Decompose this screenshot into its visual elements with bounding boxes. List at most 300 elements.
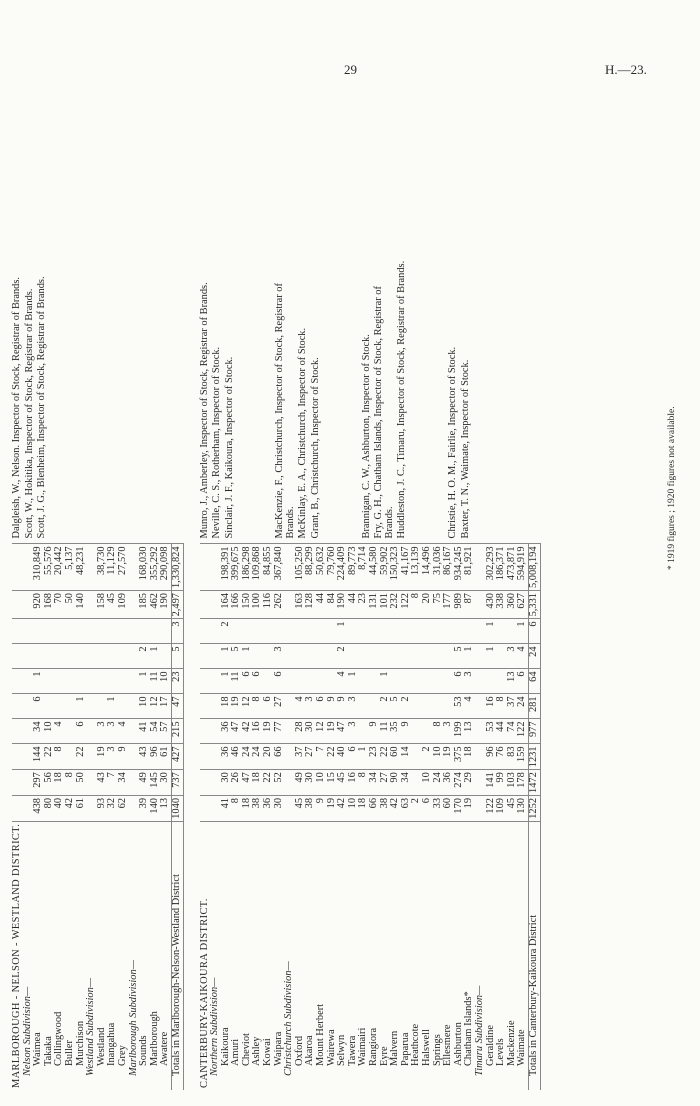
cell-value: 96 — [486, 744, 497, 770]
county-name: Mackenzie — [505, 1020, 517, 1066]
cell-value — [422, 644, 433, 669]
inspector-entry: Huddleston, J. C., Timaru, Inspector of Stock, Registrar of Brands. — [396, 260, 408, 539]
cell-value: 33 — [433, 795, 444, 821]
county-name: Waimate — [516, 1029, 528, 1066]
cell-value: 47 — [231, 719, 242, 744]
cell-value: 128 — [305, 591, 316, 619]
county-name: Awatere — [159, 1031, 171, 1066]
county-name: Selwyn — [336, 1034, 348, 1066]
cell-value: 39 — [139, 795, 150, 821]
cell-value: 131 — [369, 591, 380, 619]
cell-value: 5,331 — [528, 591, 540, 619]
county-name: Rangiora — [368, 1027, 379, 1066]
cell-total: 81,921 — [464, 544, 475, 591]
cell-value: 20 — [422, 591, 433, 619]
cell-value — [369, 644, 380, 669]
cell-value — [65, 619, 76, 644]
cell-value: 5 — [454, 644, 465, 669]
cell-value: 27 — [274, 694, 285, 719]
cell-value: 90 — [390, 770, 401, 796]
cell-value: 12 — [150, 694, 161, 719]
cell-value: 60 — [443, 795, 454, 821]
cell-value: 130 — [517, 795, 528, 821]
cell-value: 215 — [171, 719, 183, 744]
cell-value: 159 — [517, 744, 528, 770]
cell-value: 627 — [517, 591, 528, 619]
cell-value: 34 — [401, 770, 412, 796]
cell-value: 1 — [150, 644, 161, 669]
cell-value — [263, 619, 274, 644]
cell-value — [496, 619, 507, 644]
cell-value: 103 — [507, 770, 518, 796]
cell-value — [65, 694, 76, 719]
cell-value: 47 — [337, 719, 348, 744]
cell-value: 10 — [348, 795, 359, 821]
county-name: Springs — [431, 1034, 443, 1066]
cell-value: 140 — [150, 795, 161, 821]
cell-value: 40 — [54, 795, 65, 821]
cell-value — [422, 619, 433, 644]
cell-value: 40 — [337, 744, 348, 770]
cell-value — [411, 669, 422, 694]
county-name: Ashley — [251, 1036, 263, 1066]
cell-value: 93 — [97, 795, 108, 821]
cell-value — [369, 694, 380, 719]
cell-total: 1,330,824 — [171, 544, 183, 591]
cell-value — [44, 644, 55, 669]
cell-value: 36 — [221, 719, 232, 744]
cell-value: 2,497 — [171, 591, 183, 619]
inspector-entry: Scott, W., Hokitika, Inspector of Stock, Registrar of Brands. — [23, 288, 35, 539]
cell-value: 430 — [486, 591, 497, 619]
cell-value: 53 — [486, 719, 497, 744]
county-name: Eyre — [378, 1046, 390, 1066]
cell-value: 232 — [390, 591, 401, 619]
cell-value: 34 — [118, 770, 129, 796]
cell-value — [295, 644, 306, 669]
cell-value: 45 — [337, 770, 348, 796]
cell-value — [316, 619, 327, 644]
cell-value: 56 — [44, 770, 55, 796]
cell-total: 399,675 — [231, 544, 242, 591]
cell-value: 42 — [337, 795, 348, 821]
cell-total: 41,167 — [401, 544, 412, 591]
cell-total: 105,250 — [295, 544, 306, 591]
cell-value: 8 — [231, 795, 242, 821]
cell-value: 178 — [517, 770, 528, 796]
cell-value: 53 — [454, 694, 465, 719]
county-name: Ellesmere — [442, 1024, 454, 1066]
inspector-entry: Munro, J., Amberley, Inspector of Stock, Registrar of Brands. — [198, 282, 210, 539]
county-name: Waimairi — [357, 1027, 369, 1066]
cell-value: 13 — [464, 719, 475, 744]
cell-value: 1 — [242, 644, 253, 669]
cell-total: 302,293 — [486, 544, 497, 591]
cell-value: 10 — [160, 669, 171, 694]
cell-value: 1252 — [528, 795, 540, 821]
cell-value: 3 — [464, 669, 475, 694]
cell-value — [305, 644, 316, 669]
cell-value: 10 — [422, 770, 433, 796]
cell-total: 198,391 — [221, 544, 232, 591]
cell-total: 186,371 — [496, 544, 507, 591]
cell-value: 19 — [231, 694, 242, 719]
cell-value: 22 — [380, 744, 391, 770]
section-heading — [12, 256, 23, 1090]
cell-value — [401, 669, 412, 694]
cell-value: 1 — [221, 644, 232, 669]
cell-value: 44 — [496, 719, 507, 744]
cell-value: 6 — [76, 719, 87, 744]
cell-value — [433, 694, 444, 719]
cell-value — [380, 619, 391, 644]
cell-value: 2 — [221, 619, 232, 644]
cell-value: 46 — [231, 744, 242, 770]
cell-value: 76 — [496, 744, 507, 770]
cell-total: 473,871 — [507, 544, 518, 591]
cell-total: 11,129 — [107, 544, 118, 591]
page-number: 29 — [344, 62, 357, 77]
cell-value — [390, 644, 401, 669]
cell-value: 6 — [517, 669, 528, 694]
cell-value — [316, 644, 327, 669]
cell-value: 2 — [380, 694, 391, 719]
cell-value: 4 — [337, 669, 348, 694]
cell-value: 18 — [252, 770, 263, 796]
inspector-list — [200, 256, 541, 544]
cell-value — [464, 619, 475, 644]
cell-value: 37 — [295, 744, 306, 770]
cell-value: 12 — [316, 719, 327, 744]
cell-value: 6 — [252, 669, 263, 694]
cell-value: 11 — [150, 669, 161, 694]
cell-value: 19 — [97, 744, 108, 770]
cell-value: 190 — [337, 591, 348, 619]
cell-value: 164 — [221, 591, 232, 619]
cell-value — [380, 644, 391, 669]
cell-value: 45 — [295, 795, 306, 821]
county-name: Malvern — [389, 1030, 401, 1066]
cell-value: 52 — [274, 770, 285, 796]
cell-value: 6 — [33, 694, 44, 719]
cell-value: 20 — [263, 744, 274, 770]
cell-value: 43 — [97, 770, 108, 796]
cell-value: 16 — [252, 719, 263, 744]
cell-value: 49 — [295, 770, 306, 796]
cell-value: 177 — [443, 591, 454, 619]
cell-value: 24 — [252, 744, 263, 770]
cell-value: 116 — [263, 591, 274, 619]
cell-total: 594,919 — [517, 544, 528, 591]
cell-value — [33, 644, 44, 669]
county-name: Buller — [63, 1040, 75, 1066]
county-name: Paparua — [399, 1032, 411, 1066]
cell-total: 290,098 — [160, 544, 171, 591]
cell-value: 19 — [464, 795, 475, 821]
cell-value — [252, 619, 263, 644]
cell-value — [107, 644, 118, 669]
totals-label: Totals in Marlborough-Nelson-Westland District — [171, 821, 183, 1090]
cell-value: 30 — [305, 770, 316, 796]
cell-value — [44, 619, 55, 644]
cell-value: 66 — [274, 744, 285, 770]
cell-value: 36 — [221, 744, 232, 770]
cell-value: 166 — [231, 591, 242, 619]
cell-value: 122 — [401, 591, 412, 619]
cell-value: 45 — [107, 591, 118, 619]
cell-total: 14,496 — [422, 544, 433, 591]
cell-value: 9 — [118, 744, 129, 770]
cell-value: 38 — [305, 795, 316, 821]
cell-value: 17 — [160, 694, 171, 719]
cell-value: 50 — [65, 591, 76, 619]
cell-value: 101 — [380, 591, 391, 619]
cell-value: 1 — [348, 669, 359, 694]
cell-value — [422, 694, 433, 719]
cell-value: 43 — [139, 744, 150, 770]
cell-value: 49 — [139, 770, 150, 796]
cell-value: 38 — [380, 795, 391, 821]
cell-value: 6 — [528, 619, 540, 644]
cell-value — [348, 644, 359, 669]
cell-value: 9 — [316, 795, 327, 821]
cell-value — [76, 619, 87, 644]
cell-value — [242, 619, 253, 644]
cell-value: 35 — [390, 719, 401, 744]
county-name: Waimea — [32, 1032, 44, 1066]
cell-value — [274, 619, 285, 644]
cell-value: 11 — [231, 669, 242, 694]
inspector-entry: Grant, B., Christchurch, Inspector of Stock. — [310, 357, 322, 539]
cell-value: 462 — [150, 591, 161, 619]
cell-value: 163 — [295, 591, 306, 619]
cell-total: 150,323 — [390, 544, 401, 591]
cell-value — [97, 644, 108, 669]
cell-total: 31,036 — [433, 544, 444, 591]
inspector-entry: Sinclair, J. F., Kaikoura, Inspector of Stock. — [223, 356, 235, 539]
cell-value — [390, 669, 401, 694]
cell-value — [54, 694, 65, 719]
county-name: Halswell — [420, 1029, 432, 1066]
cell-total: 89,773 — [348, 544, 359, 591]
cell-value — [422, 669, 433, 694]
cell-value: 54 — [150, 719, 161, 744]
inspector-entry: Christie, H. O. M., Fairlie, Inspector of Stock. — [447, 346, 459, 539]
cell-value: 1 — [139, 669, 150, 694]
cell-value: 109 — [118, 591, 129, 619]
cell-value: 2 — [139, 644, 150, 669]
cell-value: 80 — [44, 795, 55, 821]
inspector-entry: Fry, G. H., Chatham Islands, Inspector of Stock, Registrar of Brands. — [373, 286, 395, 539]
cell-value: 26 — [231, 770, 242, 796]
inspector-entry: Neville, C. S., Rotherham, Inspector of Stock. — [211, 346, 223, 539]
cell-value: 18 — [242, 795, 253, 821]
rotated-table-page — [12, 90, 692, 1090]
cell-total: 48,231 — [76, 544, 87, 591]
cell-total: 186,298 — [242, 544, 253, 591]
cell-value: 34 — [33, 719, 44, 744]
cell-value: 23 — [358, 591, 369, 619]
cell-value: 11 — [380, 719, 391, 744]
cell-value: 144 — [33, 744, 44, 770]
cell-value: 41 — [221, 795, 232, 821]
cell-value: 6 — [422, 795, 433, 821]
cell-value — [305, 669, 316, 694]
inspector-entry: Baxter, T. N., Waimate, Inspector of Stock. — [459, 359, 471, 539]
cell-value: 4 — [464, 694, 475, 719]
cell-value: 1040 — [171, 795, 183, 821]
cell-value: 5 — [231, 644, 242, 669]
county-name: Westland — [95, 1027, 107, 1066]
cell-value: 10 — [433, 744, 444, 770]
cell-total: 13,139 — [411, 544, 422, 591]
cell-value: 1231 — [528, 744, 540, 770]
county-name: Chatham Islands* — [463, 991, 475, 1066]
cell-value: 27 — [380, 770, 391, 796]
cell-value: 60 — [390, 744, 401, 770]
cell-value: 190 — [160, 591, 171, 619]
cell-value: 38 — [252, 795, 263, 821]
cell-value — [401, 644, 412, 669]
cell-value: 8 — [411, 591, 422, 619]
cell-value: 3 — [274, 644, 285, 669]
cell-value: 28 — [295, 719, 306, 744]
cell-total: 38,730 — [97, 544, 108, 591]
cell-value: 24 — [242, 744, 253, 770]
county-name: Wairewa — [325, 1029, 337, 1066]
cell-total: 84,855 — [263, 544, 274, 591]
cell-value: 920 — [33, 591, 44, 619]
cell-value: 9 — [401, 719, 412, 744]
county-name: Ashburton — [452, 1022, 464, 1066]
cell-value — [443, 619, 454, 644]
cell-value — [107, 619, 118, 644]
cell-value: 42 — [65, 795, 76, 821]
cell-value — [54, 644, 65, 669]
cell-value: 199 — [454, 719, 465, 744]
cell-value — [160, 644, 171, 669]
cell-value — [390, 619, 401, 644]
cell-value: 36 — [263, 795, 274, 821]
county-name: Geraldine — [484, 1025, 496, 1066]
county-name: Kaikoura — [219, 1027, 231, 1066]
cell-value: 1 — [107, 694, 118, 719]
cell-total: 50,632 — [316, 544, 327, 591]
inspector-entry: Scott, J. G., Blenheim, Inspector of Stock, Registrar of Brands. — [36, 276, 48, 539]
cell-value: 1 — [33, 669, 44, 694]
cell-value — [433, 669, 444, 694]
cell-value — [411, 644, 422, 669]
cell-value: 10 — [44, 719, 55, 744]
cell-total: 55,576 — [44, 544, 55, 591]
cell-value: 4 — [295, 694, 306, 719]
cell-value: 22 — [76, 744, 87, 770]
county-name: Heathcote — [410, 1023, 422, 1066]
cell-value: 6 — [274, 669, 285, 694]
cell-value: 44 — [316, 591, 327, 619]
cell-value: 3 — [107, 719, 118, 744]
county-name: Levels — [495, 1038, 507, 1066]
cell-value: 30 — [305, 719, 316, 744]
cell-value: 27 — [305, 744, 316, 770]
cell-value: 1 — [517, 619, 528, 644]
cell-value: 262 — [274, 591, 285, 619]
section-title: CANTERBURY-KAIKOURA DISTRICT. — [198, 898, 210, 1088]
cell-value: 6 — [263, 694, 274, 719]
cell-total: 367,840 — [274, 544, 285, 591]
cell-value: 989 — [454, 591, 465, 619]
cell-value: 63 — [401, 795, 412, 821]
cell-value: 9 — [337, 694, 348, 719]
subdivision-name: Marlborough Subdivision— — [127, 960, 139, 1076]
county-name: Amuri — [230, 1038, 242, 1066]
cell-value: 6 — [242, 669, 253, 694]
cell-value: 6 — [348, 744, 359, 770]
stock-returns-table — [12, 256, 541, 1090]
cell-value: 3 — [107, 744, 118, 770]
cell-value — [54, 669, 65, 694]
cell-value: 3 — [97, 719, 108, 744]
cell-total: 224,409 — [337, 544, 348, 591]
cell-value: 22 — [327, 744, 338, 770]
cell-value: 50 — [76, 770, 87, 796]
cell-value — [231, 619, 242, 644]
cell-value: 10 — [316, 770, 327, 796]
cell-value: 18 — [54, 770, 65, 796]
cell-value: 7 — [107, 770, 118, 796]
footnote: * 1919 figures ; 1920 figures not available. — [667, 406, 677, 570]
cell-value: 47 — [242, 770, 253, 796]
cell-value: 4 — [118, 719, 129, 744]
inspector-entry: McKinlay, E. A., Christchurch, Inspector of Stock. — [297, 327, 309, 539]
cell-value: 8 — [65, 770, 76, 796]
cell-value — [358, 694, 369, 719]
cell-value: 23 — [369, 744, 380, 770]
cell-value — [422, 719, 433, 744]
cell-value: 3 — [348, 719, 359, 744]
cell-value: 1 — [486, 619, 497, 644]
cell-value — [316, 669, 327, 694]
cell-value: 8 — [496, 694, 507, 719]
cell-value: 24 — [528, 644, 540, 669]
county-name: Takaka — [42, 1036, 54, 1066]
cell-value: 12 — [242, 694, 253, 719]
cell-value — [295, 619, 306, 644]
cell-value: 9 — [369, 719, 380, 744]
cell-value — [411, 694, 422, 719]
cell-value: 977 — [528, 719, 540, 744]
cell-value: 96 — [150, 744, 161, 770]
cell-value: 170 — [454, 795, 465, 821]
county-name: Inangahua — [106, 1022, 118, 1066]
cell-value — [252, 644, 263, 669]
cell-value — [358, 669, 369, 694]
county-name: Marlborough — [148, 1011, 160, 1066]
cell-value: 16 — [486, 694, 497, 719]
cell-value: 47 — [171, 694, 183, 719]
cell-value: 15 — [327, 770, 338, 796]
cell-value: 66 — [369, 795, 380, 821]
cell-value: 438 — [33, 795, 44, 821]
cell-value: 10 — [139, 694, 150, 719]
cell-value: 64 — [528, 669, 540, 694]
cell-value — [369, 619, 380, 644]
cell-value: 1 — [358, 744, 369, 770]
cell-value: 34 — [369, 770, 380, 796]
cell-value: 70 — [54, 591, 65, 619]
cell-value: 1 — [221, 669, 232, 694]
cell-value: 61 — [160, 744, 171, 770]
